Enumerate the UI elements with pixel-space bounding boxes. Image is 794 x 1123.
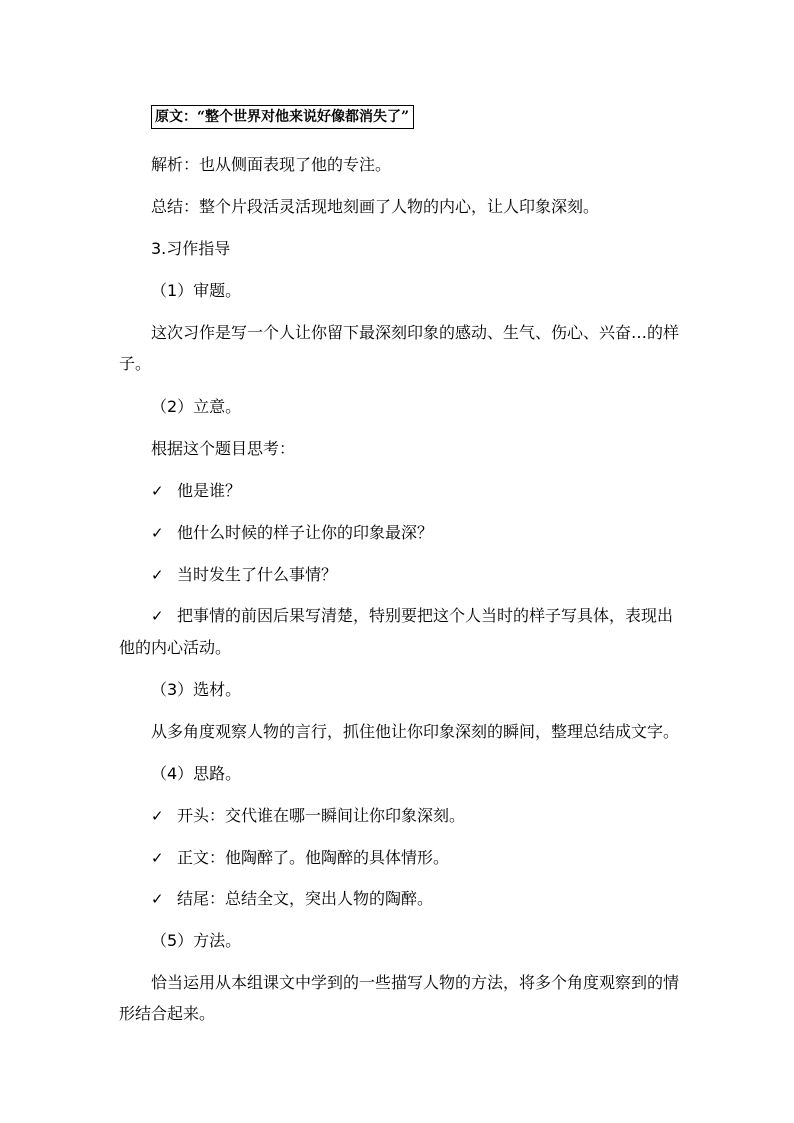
idea-item bbox=[151, 481, 241, 501]
idea-item-text: 当时发生了什么事情？ bbox=[177, 565, 338, 584]
topic-heading: （1）审题。 bbox=[151, 281, 242, 300]
idea-item-text: 把事情的前因后果写清楚，特别要把这个人当时的样子写具体，表现出 bbox=[177, 606, 674, 625]
method-heading: （5）方法。 bbox=[151, 931, 242, 950]
check-icon: ✓ bbox=[151, 482, 164, 500]
method-text-line-2: 形结合起来。 bbox=[119, 1004, 216, 1023]
outline-item bbox=[151, 806, 465, 826]
outline-heading: （4）思路。 bbox=[151, 764, 242, 783]
topic-text-line-1: 这次习作是写一个人让你留下最深刻印象的感动、生气、伤心、兴奋…的样 bbox=[151, 323, 680, 342]
quote-box: 原文：“整个世界对他来说好像都消失了” bbox=[151, 105, 414, 129]
idea-item-text: 他是谁？ bbox=[177, 481, 242, 500]
material-text: 从多角度观察人物的言行，抓住他让你印象深刻的瞬间，整理总结成文字。 bbox=[151, 722, 680, 741]
section-title: 3.习作指导 bbox=[151, 239, 231, 258]
idea-item bbox=[151, 606, 673, 626]
check-icon: ✓ bbox=[151, 849, 164, 867]
idea-item-continuation: 他的内心活动。 bbox=[119, 638, 232, 657]
topic-text-line-2: 子。 bbox=[119, 354, 152, 373]
check-icon: ✓ bbox=[151, 566, 164, 584]
check-icon: ✓ bbox=[151, 524, 164, 542]
outline-item-text: 开头：交代谁在哪一瞬间让你印象深刻。 bbox=[177, 806, 466, 825]
idea-item bbox=[151, 565, 337, 585]
summary-text: 总结：整个片段活灵活现地刻画了人物的内心，让人印象深刻。 bbox=[151, 197, 600, 216]
check-icon: ✓ bbox=[151, 807, 164, 825]
outline-item bbox=[151, 889, 433, 909]
idea-intro: 根据这个题目思考： bbox=[151, 439, 296, 458]
outline-item-text: 正文：他陶醉了。他陶醉的具体情形。 bbox=[177, 848, 450, 867]
outline-item bbox=[151, 848, 449, 868]
material-heading: （3）选材。 bbox=[151, 680, 242, 699]
check-icon: ✓ bbox=[151, 890, 164, 908]
analysis-text: 解析：也从侧面表现了他的专注。 bbox=[151, 155, 392, 174]
method-text-line-1: 恰当运用从本组课文中学到的一些描写人物的方法，将多个角度观察到的情 bbox=[151, 973, 680, 992]
idea-heading: （2）立意。 bbox=[151, 397, 242, 416]
outline-item-text: 结尾：总结全文，突出人物的陶醉。 bbox=[177, 889, 434, 908]
check-icon: ✓ bbox=[151, 607, 164, 625]
idea-item bbox=[151, 523, 433, 543]
idea-item-text: 他什么时候的样子让你的印象最深？ bbox=[177, 523, 434, 542]
